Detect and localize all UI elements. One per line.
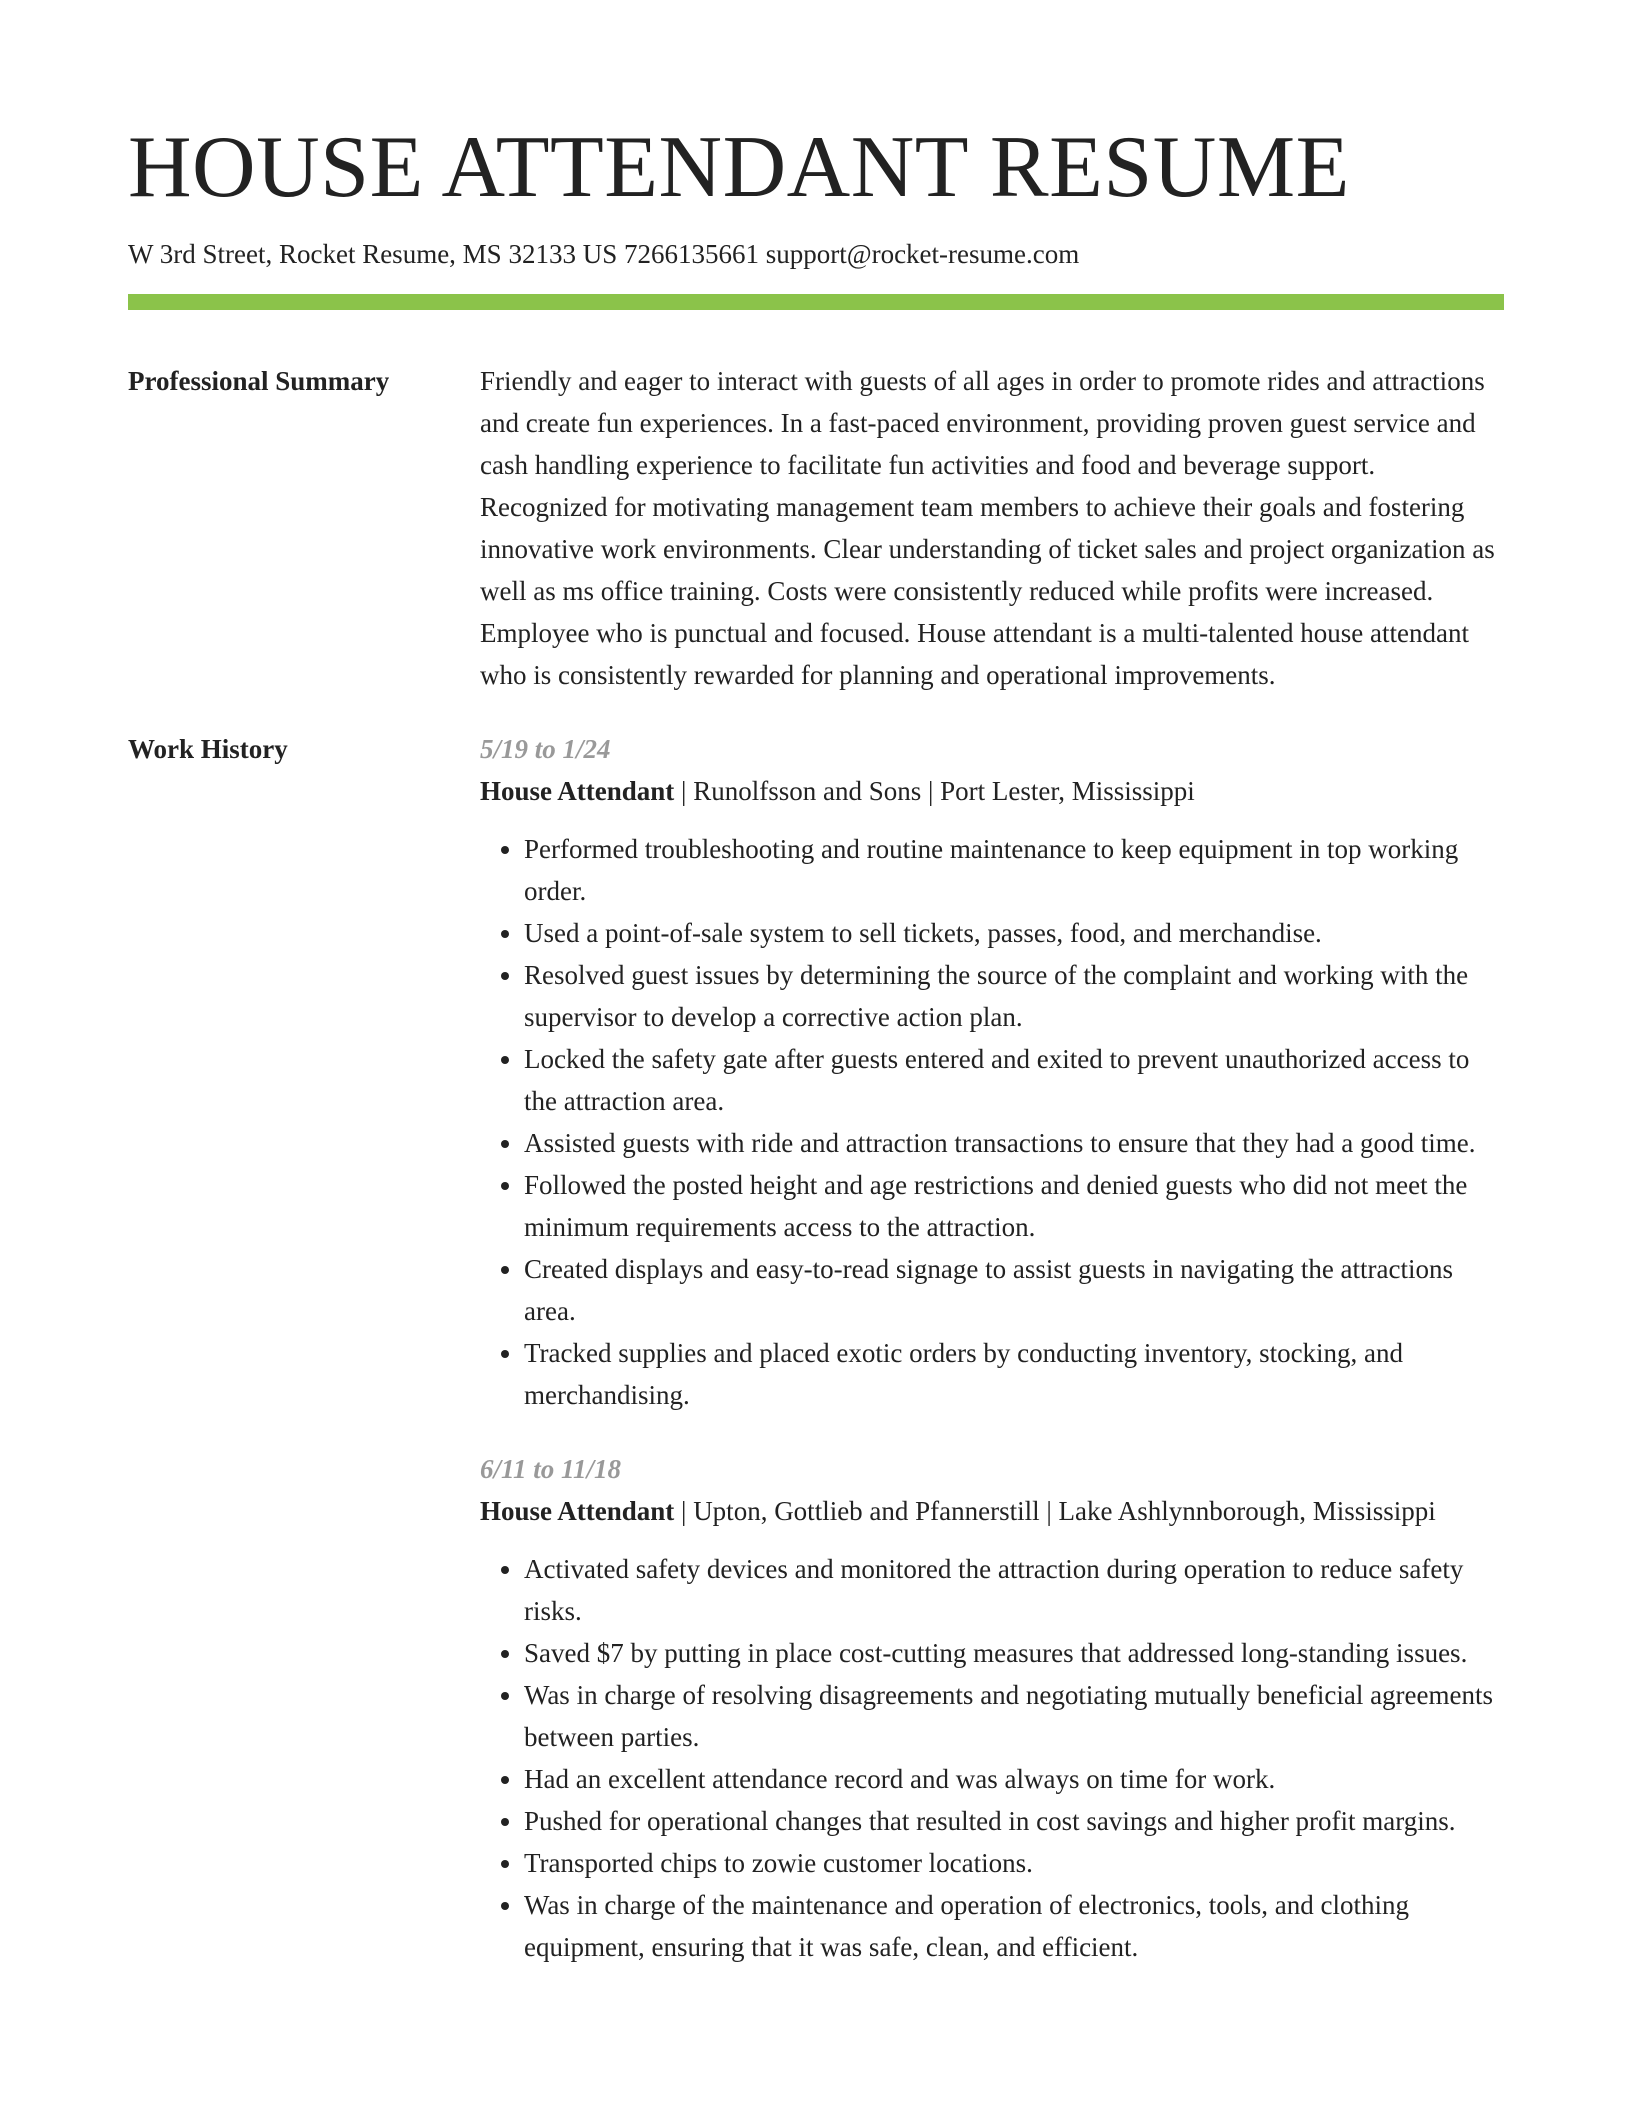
job-separator: | (674, 1496, 694, 1526)
job-entry (480, 1448, 1504, 1968)
job-company: Upton, Gottlieb and Pfannerstill (693, 1496, 1040, 1526)
job-duty: • Saved $7 by putting in place cost-cutting measures that addressed long-standing issues. (524, 1632, 1504, 1674)
work-history-body (480, 728, 1504, 1968)
job-heading (480, 770, 1504, 812)
job-duty: • Assisted guests with ride and attraction transactions to ensure that they had a good time. (524, 1122, 1504, 1164)
job-duty: • Was in charge of the maintenance and operation of electronics, tools, and clothing equipment, ensuring that it was safe, clean, and efficient. (524, 1884, 1504, 1968)
job-dates: 5/19 to 1/24 (480, 734, 611, 764)
job-duty: • Had an excellent attendance record and was always on time for work. (524, 1758, 1504, 1800)
job-dates: 6/11 to 11/18 (480, 1454, 622, 1484)
job-duty: • Was in charge of resolving disagreements and negotiating mutually beneficial agreements between parties. (524, 1674, 1504, 1758)
job-separator: | (674, 776, 694, 806)
job-duty: • Transported chips to zowie customer locations. (524, 1842, 1504, 1884)
job-duty: • Pushed for operational changes that resulted in cost savings and higher profit margins. (524, 1800, 1504, 1842)
job-duties-list (480, 1548, 1504, 1968)
job-duty: • Resolved guest issues by determining the source of the complaint and working with the supervisor to develop a corrective action plan. (524, 954, 1504, 1038)
job-separator: | (921, 776, 941, 806)
job-duty: • Followed the posted height and age restrictions and denied guests who did not meet the minimum requirements access to the attraction. (524, 1164, 1504, 1248)
job-duties-list (480, 828, 1504, 1416)
job-heading (480, 1490, 1504, 1532)
job-duty: • Performed troubleshooting and routine maintenance to keep equipment in top working order. (524, 828, 1504, 912)
accent-divider (128, 294, 1504, 310)
job-duty: • Locked the safety gate after guests entered and exited to prevent unauthorized access to the attraction area. (524, 1038, 1504, 1122)
job-duty: • Tracked supplies and placed exotic orders by conducting inventory, stocking, and merchandising. (524, 1332, 1504, 1416)
resume-page (128, 0, 1504, 1968)
job-duty: • Activated safety devices and monitored the attraction during operation to reduce safety risks. (524, 1548, 1504, 1632)
job-duty: • Used a point-of-sale system to sell tickets, passes, food, and merchandise. (524, 912, 1504, 954)
job-title: House Attendant (480, 1496, 675, 1526)
summary-body (480, 360, 1504, 696)
professional-summary-section (128, 360, 1504, 696)
section-label-summary: Professional Summary (128, 366, 390, 396)
job-title: House Attendant (480, 776, 675, 806)
job-company: Runolfsson and Sons (693, 776, 922, 806)
job-location: Lake Ashlynnborough, Mississippi (1058, 1496, 1436, 1526)
contact-line: W 3rd Street, Rocket Resume, MS 32133 US 7266135661 support@rocket-resume.com (128, 239, 1080, 269)
resume-title: HOUSE ATTENDANT RESUME (128, 119, 1350, 216)
job-entry (480, 728, 1504, 1416)
job-location: Port Lester, Mississippi (940, 776, 1195, 806)
summary-text: Friendly and eager to interact with guests of all ages in order to promote rides and attractions and create fun experiences. In a fast-paced environment, providing proven guest service and cash handling experience to facilitate fun activities and food and beverage support. Recognized for motivating management team members to achieve their goals and fostering innovative work environments. Clear understanding of ticket sales and project organization as well as ms office training. Costs were consistently reduced while profits were increased. Employee who is punctual and focused. House attendant is a multi-talented house attendant who is consistently rewarded for planning and operational improvements. (480, 366, 1495, 690)
job-duty: • Created displays and easy-to-read signage to assist guests in navigating the attractions area. (524, 1248, 1504, 1332)
work-history-section (128, 728, 1504, 1968)
section-label-work-history: Work History (128, 734, 288, 764)
job-separator: | (1039, 1496, 1059, 1526)
